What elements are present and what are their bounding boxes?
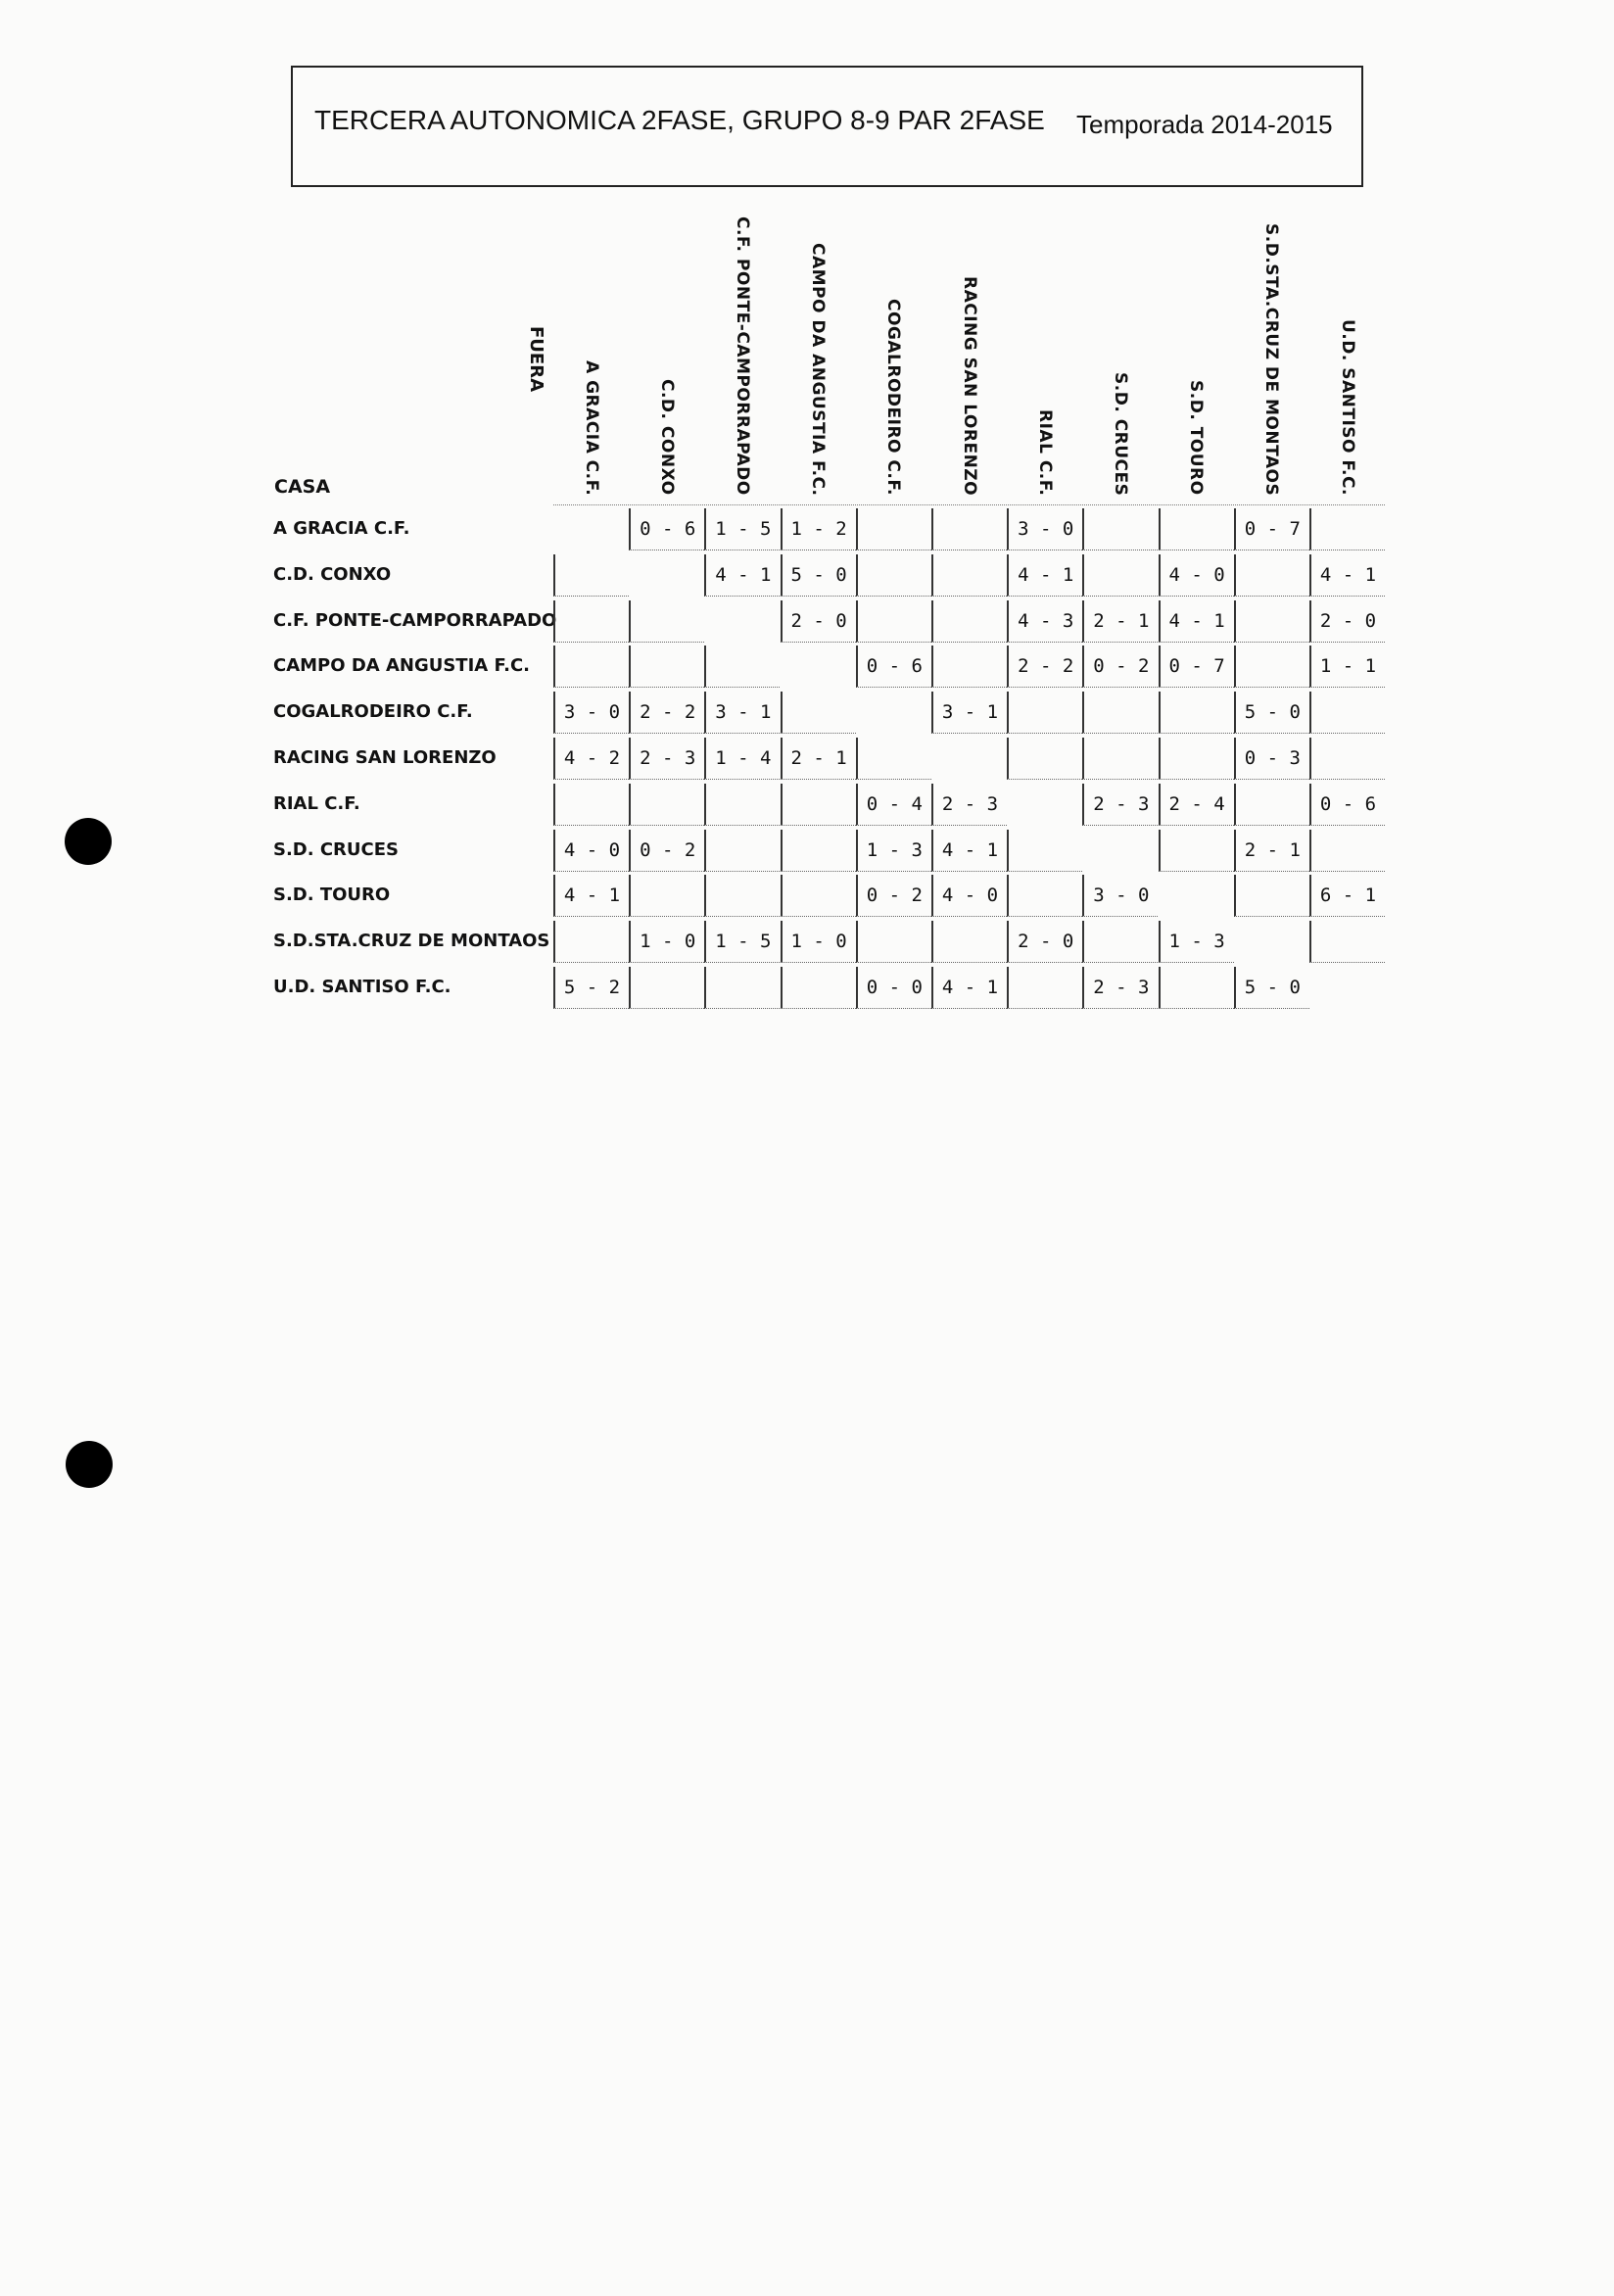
result-cell <box>1007 875 1082 917</box>
result-cell <box>1082 692 1158 734</box>
result-cell <box>1082 830 1158 872</box>
result-cell: 4 - 1 <box>704 554 780 597</box>
result-cell: 0 - 2 <box>856 875 931 917</box>
column-header-team: A GRACIA C.F. <box>581 360 601 497</box>
result-cell: 1 - 0 <box>629 921 704 963</box>
result-cell: 4 - 0 <box>553 830 629 872</box>
result-cell: 2 - 3 <box>931 784 1007 826</box>
header-box <box>291 66 1363 187</box>
column-header-team: U.D. SANTISO F.C. <box>1337 319 1357 496</box>
result-cell: 1 - 2 <box>781 508 856 550</box>
result-cell <box>553 921 629 963</box>
column-header-team: RIAL C.F. <box>1034 409 1055 497</box>
result-cell <box>629 875 704 917</box>
result-cell <box>1159 738 1234 780</box>
table-top-rule <box>553 504 1385 505</box>
fuera-axis-label: FUERA <box>526 326 546 392</box>
result-cell: 4 - 3 <box>1007 600 1082 643</box>
result-cell: 0 - 3 <box>1234 738 1309 780</box>
result-cell <box>629 646 704 688</box>
result-cell: 0 - 7 <box>1159 646 1234 688</box>
result-cell <box>1007 692 1082 734</box>
row-header-team: RACING SAN LORENZO <box>273 747 497 768</box>
result-cell <box>1007 830 1082 872</box>
result-cell <box>704 600 780 643</box>
result-cell: 5 - 0 <box>781 554 856 597</box>
result-cell: 1 - 5 <box>704 921 780 963</box>
result-cell <box>1234 554 1309 597</box>
result-cell: 0 - 6 <box>629 508 704 550</box>
result-cell: 4 - 2 <box>553 738 629 780</box>
result-cell: 1 - 0 <box>781 921 856 963</box>
result-cell: 2 - 0 <box>1309 600 1385 643</box>
result-cell <box>931 646 1007 688</box>
result-cell: 4 - 0 <box>931 875 1007 917</box>
result-cell: 2 - 2 <box>1007 646 1082 688</box>
result-cell: 1 - 1 <box>1309 646 1385 688</box>
competition-title: TERCERA AUTONOMICA 2FASE, GRUPO 8-9 PAR 2FASE <box>314 105 1045 135</box>
column-header-team: RACING SAN LORENZO <box>959 276 979 497</box>
result-cell <box>856 508 931 550</box>
result-cell <box>931 738 1007 780</box>
casa-axis-label: CASA <box>274 476 331 498</box>
result-cell: 1 - 3 <box>1159 921 1234 963</box>
result-cell <box>704 830 780 872</box>
result-cell: 4 - 1 <box>931 830 1007 872</box>
row-header-team: A GRACIA C.F. <box>273 518 410 539</box>
result-cell <box>1007 784 1082 826</box>
result-cell <box>553 784 629 826</box>
column-header-team: S.D. TOURO <box>1186 380 1207 496</box>
result-cell <box>1309 692 1385 734</box>
result-cell: 2 - 0 <box>1007 921 1082 963</box>
season-label: Temporada 2014-2015 <box>1076 110 1333 139</box>
result-cell <box>629 554 704 597</box>
result-cell <box>704 646 780 688</box>
result-cell: 3 - 0 <box>553 692 629 734</box>
result-cell: 2 - 3 <box>1082 967 1158 1009</box>
result-cell <box>704 784 780 826</box>
result-cell <box>1309 508 1385 550</box>
column-header-team: COGALRODEIRO C.F. <box>883 299 904 496</box>
result-cell <box>1309 738 1385 780</box>
result-cell <box>1159 875 1234 917</box>
result-cell: 3 - 0 <box>1082 875 1158 917</box>
result-cell: 0 - 6 <box>856 646 931 688</box>
result-cell: 5 - 0 <box>1234 967 1309 1009</box>
result-cell <box>1007 738 1082 780</box>
row-header-team: RIAL C.F. <box>273 792 360 814</box>
row-header-team: S.D. CRUCES <box>273 838 400 860</box>
result-cell: 2 - 1 <box>1082 600 1158 643</box>
result-cell <box>931 554 1007 597</box>
result-cell <box>781 646 856 688</box>
result-cell <box>553 600 629 643</box>
result-cell: 6 - 1 <box>1309 875 1385 917</box>
result-cell <box>931 921 1007 963</box>
result-cell: 4 - 1 <box>1007 554 1082 597</box>
result-cell <box>629 600 704 643</box>
result-cell: 2 - 0 <box>781 600 856 643</box>
result-cell <box>931 600 1007 643</box>
result-cell: 0 - 6 <box>1309 784 1385 826</box>
result-cell <box>1159 967 1234 1009</box>
row-header-team: S.D. TOURO <box>273 885 391 906</box>
result-cell <box>1234 646 1309 688</box>
result-cell <box>553 508 629 550</box>
result-cell <box>1159 692 1234 734</box>
row-header-team: C.F. PONTE-CAMPORRAPADO <box>273 609 557 631</box>
row-header-team: C.D. CONXO <box>273 563 392 585</box>
result-cell: 0 - 7 <box>1234 508 1309 550</box>
punch-hole <box>66 1441 113 1488</box>
result-cell <box>704 967 780 1009</box>
result-cell: 3 - 1 <box>704 692 780 734</box>
result-cell: 2 - 3 <box>1082 784 1158 826</box>
result-cell <box>781 967 856 1009</box>
result-cell: 2 - 4 <box>1159 784 1234 826</box>
result-cell <box>856 738 931 780</box>
result-cell <box>781 830 856 872</box>
result-cell <box>1234 921 1309 963</box>
result-cell: 4 - 0 <box>1159 554 1234 597</box>
result-cell <box>1159 508 1234 550</box>
result-cell: 0 - 2 <box>629 830 704 872</box>
result-cell: 4 - 1 <box>1159 600 1234 643</box>
column-header-team: S.D. CRUCES <box>1111 372 1130 497</box>
result-cell <box>1234 600 1309 643</box>
result-cell <box>856 692 931 734</box>
result-cell <box>1159 830 1234 872</box>
result-cell <box>629 784 704 826</box>
result-cell: 5 - 2 <box>553 967 629 1009</box>
row-header-team: S.D.STA.CRUZ DE MONTAOS <box>273 931 550 952</box>
result-cell <box>781 692 856 734</box>
result-cell: 2 - 1 <box>1234 830 1309 872</box>
result-cell <box>1234 875 1309 917</box>
row-header-team: COGALRODEIRO C.F. <box>273 701 473 723</box>
result-cell: 2 - 3 <box>629 738 704 780</box>
result-cell <box>1309 967 1385 1009</box>
result-cell <box>1082 508 1158 550</box>
result-cell: 4 - 1 <box>1309 554 1385 597</box>
result-cell <box>704 875 780 917</box>
result-cell: 0 - 0 <box>856 967 931 1009</box>
row-header-team: CAMPO DA ANGUSTIA F.C. <box>273 655 531 677</box>
result-cell <box>1309 921 1385 963</box>
result-cell: 1 - 5 <box>704 508 780 550</box>
result-cell: 1 - 3 <box>856 830 931 872</box>
row-header-team: U.D. SANTISO F.C. <box>273 977 451 997</box>
result-cell <box>931 508 1007 550</box>
result-cell <box>1082 921 1158 963</box>
result-cell: 5 - 0 <box>1234 692 1309 734</box>
result-cell <box>1082 738 1158 780</box>
result-cell: 3 - 1 <box>931 692 1007 734</box>
result-cell <box>553 646 629 688</box>
result-cell <box>856 554 931 597</box>
column-header-team: C.D. CONXO <box>656 379 677 496</box>
result-cell: 2 - 1 <box>781 738 856 780</box>
result-cell <box>1082 554 1158 597</box>
result-cell: 4 - 1 <box>553 875 629 917</box>
column-header-team: S.D.STA.CRUZ DE MONTAOS <box>1261 223 1282 497</box>
punch-hole <box>65 818 112 865</box>
column-header-team: CAMPO DA ANGUSTIA F.C. <box>808 243 829 497</box>
result-cell <box>1007 967 1082 1009</box>
result-cell <box>629 967 704 1009</box>
result-cell <box>781 784 856 826</box>
column-header-team: C.F. PONTE-CAMPORRAPADO <box>733 216 752 496</box>
result-cell <box>856 921 931 963</box>
result-cell: 0 - 2 <box>1082 646 1158 688</box>
result-cell <box>553 554 629 597</box>
result-cell <box>856 600 931 643</box>
result-cell: 3 - 0 <box>1007 508 1082 550</box>
result-cell <box>781 875 856 917</box>
result-cell: 0 - 4 <box>856 784 931 826</box>
result-cell: 4 - 1 <box>931 967 1007 1009</box>
result-cell <box>1309 830 1385 872</box>
result-cell <box>1234 784 1309 826</box>
result-cell: 2 - 2 <box>629 692 704 734</box>
result-cell: 1 - 4 <box>704 738 780 780</box>
